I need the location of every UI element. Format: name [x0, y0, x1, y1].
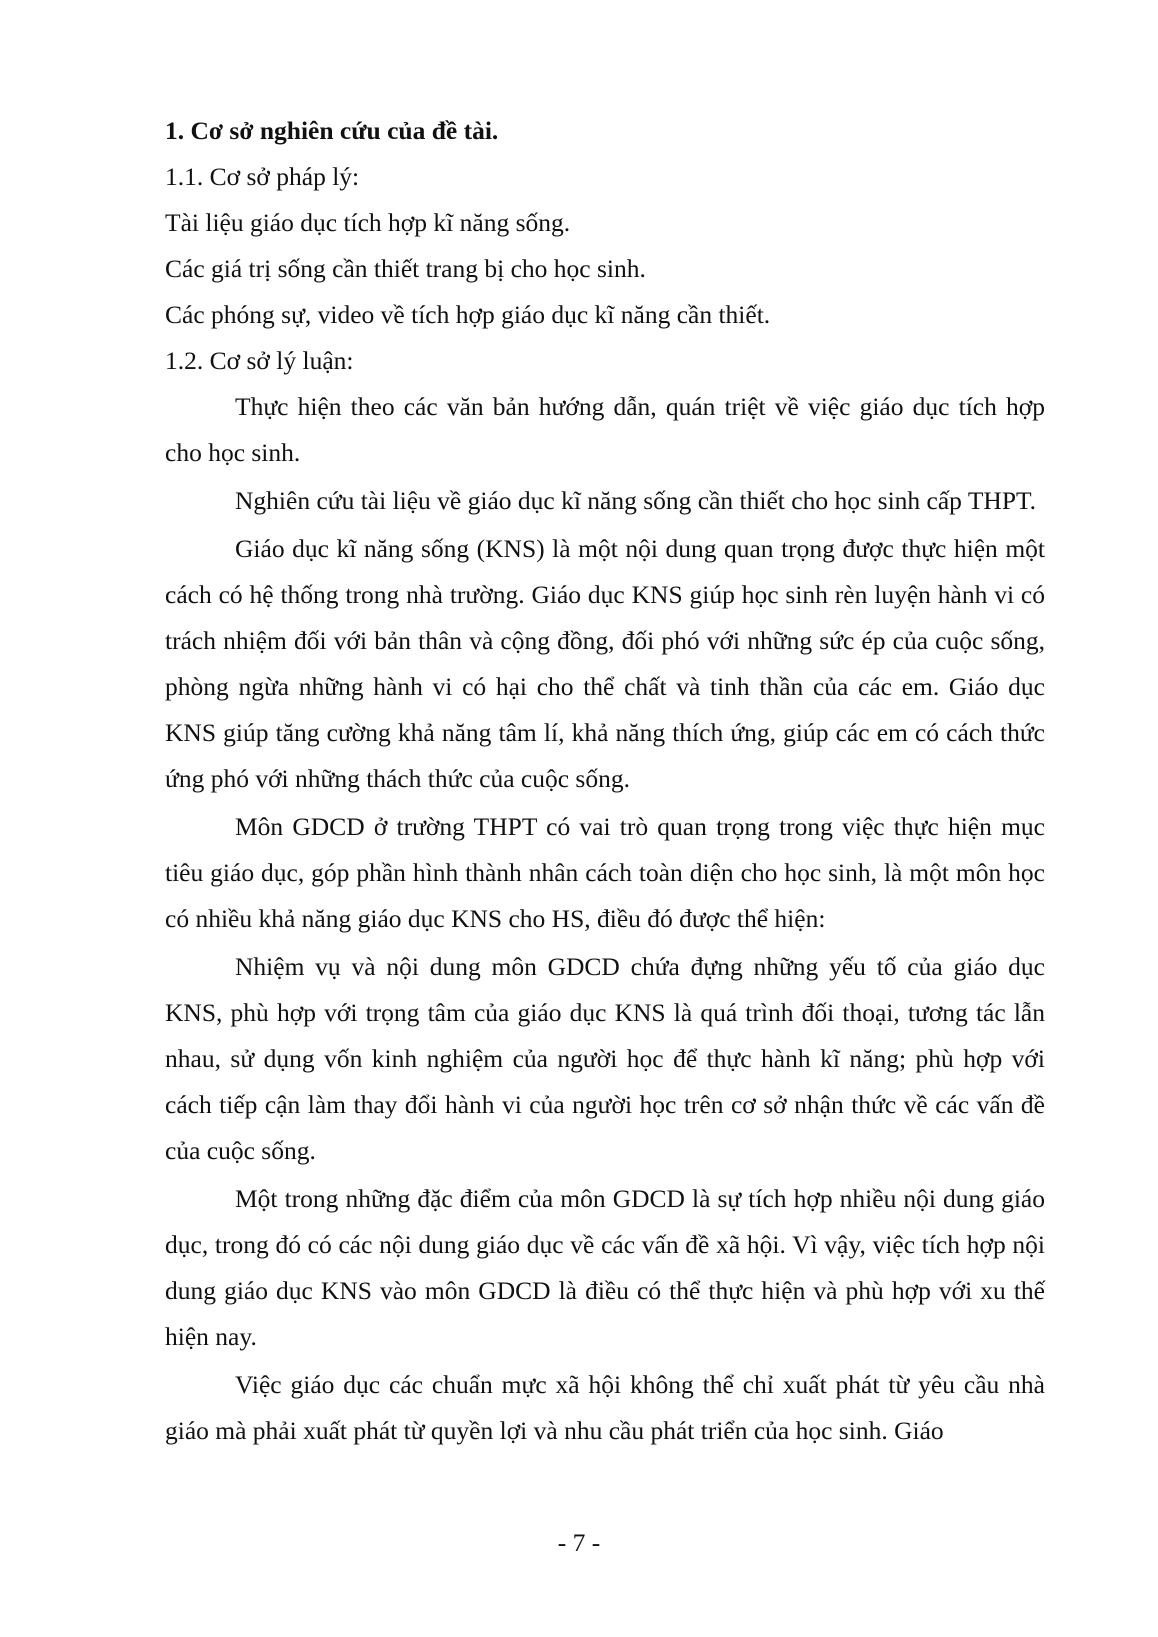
theory-paragraph: Một trong những đặc điểm của môn GDCD là sự tích hợp nhiều nội dung giáo dục, trong đó có các nội dung giáo dục về các vấn đề xã hội. Vì vậy, việc tích hợp nội dung giáo dục KNS vào môn GDCD là điều có thể thực hiện và phù hợp với xu thế hiện nay.	[165, 1184, 1045, 1351]
section-heading: 1. Cơ sở nghiên cứu của đề tài.	[165, 116, 499, 145]
legal-basis-item: Các phóng sự, video về tích hợp giáo dục kĩ năng cần thiết.	[165, 300, 771, 329]
legal-basis-item: Các giá trị sống cần thiết trang bị cho học sinh.	[165, 254, 646, 283]
legal-basis-item: Tài liệu giáo dục tích hợp kĩ năng sống.	[165, 208, 571, 237]
page-number: - 7 -	[557, 1528, 601, 1557]
theory-paragraph: Nghiên cứu tài liệu về giáo dục kĩ năng sống cần thiết cho học sinh cấp THPT.	[235, 486, 1037, 515]
document-page	[165, 108, 1045, 1456]
theory-paragraph: Nhiệm vụ và nội dung môn GDCD chứa đựng những yếu tố của giáo dục KNS, phù hợp với trọng tâm của giáo dục KNS là quá trình đối thoại, tương tác lẫn nhau, sử dụng vốn kinh nghiệm của người học để thực hành kĩ năng; phù hợp với cách tiếp cận làm thay đổi hành vi của người học trên cơ sở nhận thức về các vấn đề của cuộc sống.	[165, 952, 1045, 1165]
theory-paragraph: Giáo dục kĩ năng sống (KNS) là một nội dung quan trọng được thực hiện một cách có hệ thống trong nhà trường. Giáo dục KNS giúp học sinh rèn luyện hành vi có trách nhiệm đối với bản thân và cộng đồng, đối phó với những sức ép của cuộc sống, phòng ngừa những hành vi có hại cho thể chất và tinh thần của các em. Giáo dục KNS giúp tăng cường khả năng tâm lí, khả năng thích ứng, giúp các em có cách thức ứng phó với những thách thức của cuộc sống.	[165, 534, 1045, 793]
subsection-title-legal: 1.1. Cơ sở pháp lý:	[165, 162, 360, 191]
theory-paragraph: Môn GDCD ở trường THPT có vai trò quan trọng trong việc thực hiện mục tiêu giáo dục, góp phần hình thành nhân cách toàn diện cho học sinh, là một môn học có nhiều khả năng giáo dục KNS cho HS, điều đó được thể hiện:	[165, 812, 1045, 933]
theory-paragraph: Thực hiện theo các văn bản hướng dẫn, quán triệt về việc giáo dục tích hợp cho học sinh.	[165, 392, 1045, 467]
theory-paragraph: Việc giáo dục các chuẩn mực xã hội không thể chỉ xuất phát từ yêu cầu nhà giáo mà phải xuất phát từ quyền lợi và nhu cầu phát triển của học sinh. Giáo	[165, 1370, 1045, 1445]
subsection-title-theory: 1.2. Cơ sở lý luận:	[165, 346, 354, 375]
